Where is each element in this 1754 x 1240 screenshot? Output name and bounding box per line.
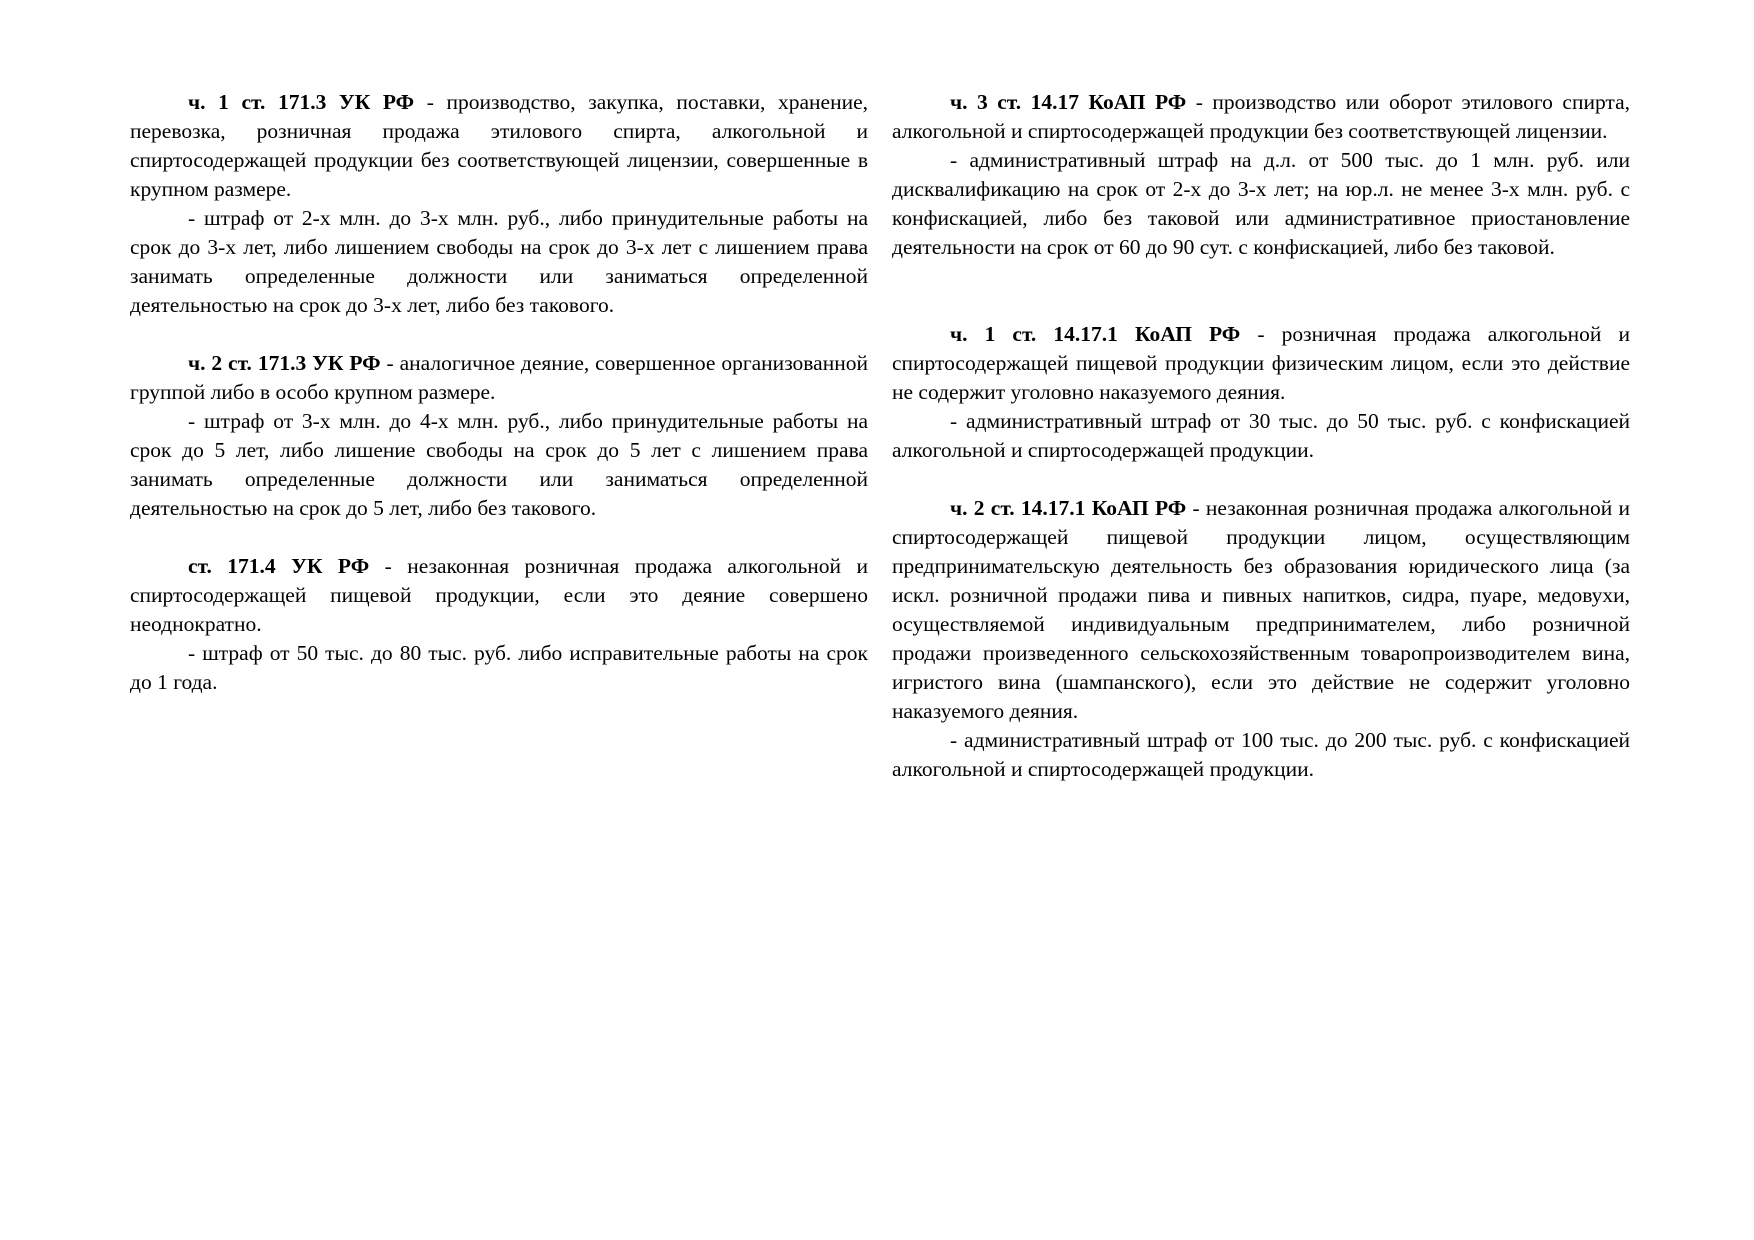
- article-block: [130, 552, 868, 697]
- article-penalty: - административный штраф от 100 тыс. до 200 тыс. руб. с конфискацией алкогольной и спиртосодержащей продукции.: [892, 728, 1630, 781]
- article-penalty: - штраф от 50 тыс. до 80 тыс. руб. либо исправительные работы на срок до 1 года.: [130, 641, 868, 694]
- article-description: - производство или оборот этилового спирта, алкогольной и спиртосодержащей продукции без соответствующей лицензии.: [892, 90, 1631, 143]
- article-heading: ч. 1 ст. 14.17.1 КоАП РФ: [950, 322, 1241, 346]
- article-heading: ч. 1 ст. 171.3 УК РФ: [188, 90, 415, 114]
- right-column: [892, 88, 1630, 784]
- article-paragraph: [892, 88, 1630, 146]
- article-description: - производство, закупка, поставки, хранение, перевозка, розничная продажа этилового спирта, алкогольной и спиртосодержащей продукции без соответствующей лицензии, совершенные в крупном размере.: [130, 90, 868, 201]
- article-heading: ч. 2 ст. 14.17.1 КоАП РФ: [950, 496, 1187, 520]
- article-description: - аналогичное деяние, совершенное организованной группой либо в особо крупном размере.: [130, 351, 868, 404]
- article-description: - незаконная розничная продажа алкогольной и спиртосодержащей пищевой продукции лицом, осуществляющим предпринимательскую деятельность без образования юридического лица (за искл. розничной продажи пива и пивных напитков, сидра, пуаре, медовухи, осуществляемой индивидуальным предпринимателем, либо розничной продажи произведенного сельскохозяйственным товаропроизводителем вина, игристого вина (шампанского), если это действие не содержит уголовно наказуемого деяния.: [892, 496, 1630, 723]
- article-heading: ч. 2 ст. 171.3 УК РФ: [188, 351, 381, 375]
- article-penalty: - административный штраф на д.л. от 500 тыс. до 1 млн. руб. или дисквалификацию на срок от 2-х до 3-х лет; на юр.л. не менее 3-х млн. руб. с конфискацией, либо без таковой или административное приостановление деятельности на срок от 60 до 90 сут. с конфискацией, либо без таковой.: [892, 148, 1630, 259]
- article-paragraph: [130, 88, 868, 204]
- article-penalty: - штраф от 3-х млн. до 4-х млн. руб., либо принудительные работы на срок до 5 лет, либо лишение свободы на срок до 5 лет с лишением права занимать определенные должности или заниматься определенной деятельностью на срок до 5 лет, либо без такового.: [130, 409, 868, 520]
- article-description: - незаконная розничная продажа алкогольной и спиртосодержащей пищевой продукции, если это деяние совершено неоднократно.: [130, 554, 868, 636]
- article-paragraph: [892, 494, 1630, 726]
- article-block: [892, 88, 1630, 262]
- left-column: [130, 88, 868, 697]
- article-block: [130, 349, 868, 523]
- article-heading: ст. 171.4 УК РФ: [188, 554, 370, 578]
- article-block: [892, 494, 1630, 784]
- article-paragraph: [892, 320, 1630, 407]
- article-penalty: - административный штраф от 30 тыс. до 50 тыс. руб. с конфискацией алкогольной и спиртосодержащей продукции.: [892, 409, 1630, 462]
- article-penalty: - штраф от 2-х млн. до 3-х млн. руб., либо принудительные работы на срок до 3-х лет, либо лишением свободы на срок до 3-х лет с лишением права занимать определенные должности или заниматься определенной деятельностью на срок до 3-х лет, либо без такового.: [130, 206, 868, 317]
- article-block: [892, 320, 1630, 465]
- article-paragraph: [130, 552, 868, 639]
- article-description: - розничная продажа алкогольной и спиртосодержащей пищевой продукции физическим лицом, если это действие не содержит уголовно наказуемого деяния.: [892, 322, 1630, 404]
- article-block: [130, 88, 868, 320]
- article-heading: ч. 3 ст. 14.17 КоАП РФ: [950, 90, 1187, 114]
- article-paragraph: [130, 349, 868, 407]
